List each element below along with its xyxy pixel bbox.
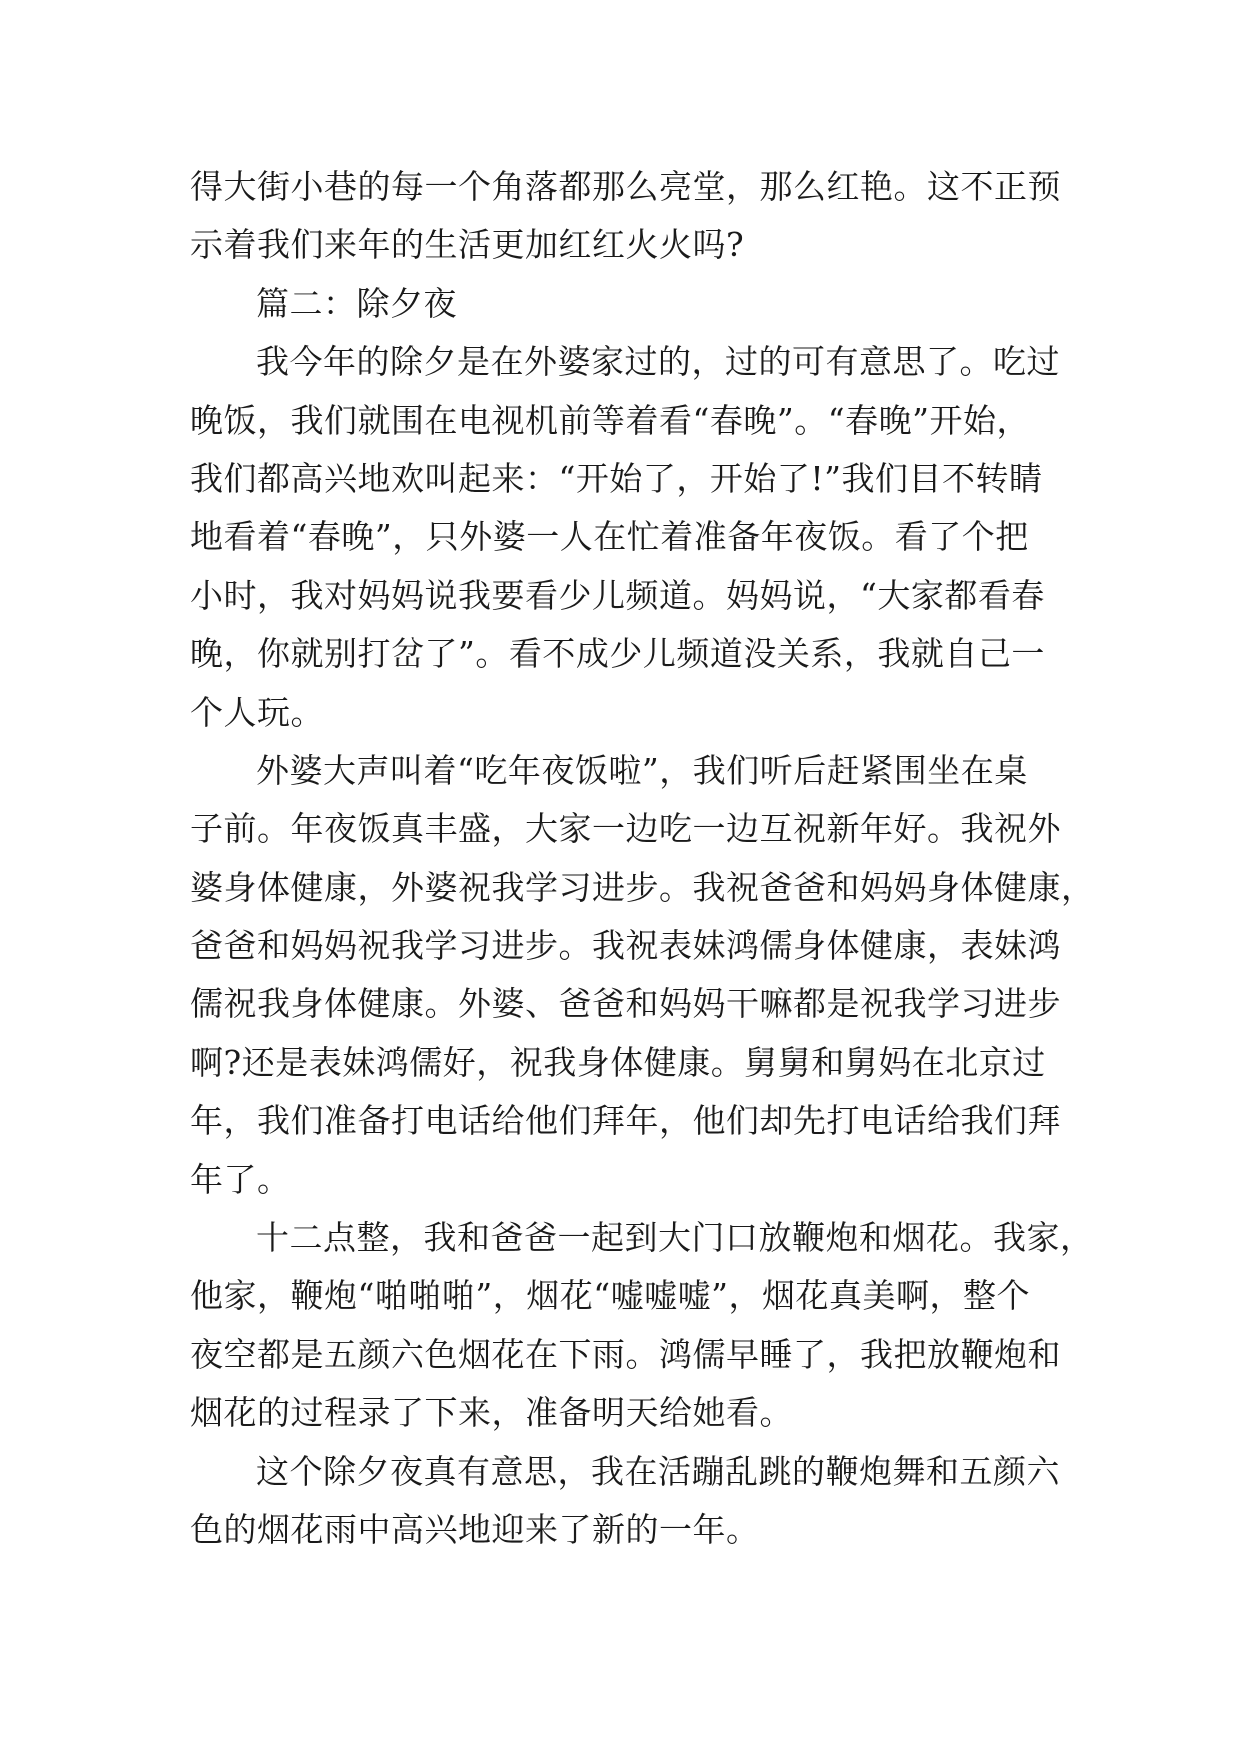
text-line: 年了。 [190, 1159, 291, 1199]
text-line: 晚饭，我们就围在电视机前等着看“春晚”。“春晚”开始， [190, 400, 1030, 440]
text-line: 我们都高兴地欢叫起来：“开始了，开始了!”我们目不转睛 [190, 458, 1043, 498]
text-line: 晚，你就别打岔了”。看不成少儿频道没关系，我就自己一 [190, 634, 1045, 674]
text-line: 子前。年夜饭真丰盛，大家一边吃一边互祝新年好。我祝外 [190, 809, 1061, 849]
text-line: 儒祝我身体健康。外婆、爸爸和妈妈干嘛都是祝我学习进步 [190, 984, 1061, 1024]
text-line: 夜空都是五颜六色烟花在下雨。鸿儒早睡了，我把放鞭炮和 [190, 1334, 1061, 1374]
text-line: 小时，我对妈妈说我要看少儿频道。妈妈说，“大家都看春 [190, 575, 1045, 615]
text-line: 得大街小巷的每一个角落都那么亮堂，那么红艳。这不正预 [190, 167, 1061, 206]
text-line: 婆身体健康，外婆祝我学习进步。我祝爸爸和妈妈身体健康， [190, 867, 1095, 907]
section-heading: 篇二：除夕夜 [256, 283, 457, 323]
text-line: 十二点整，我和爸爸一起到大门口放鞭炮和烟花。我家， [256, 1218, 1094, 1258]
document-body [190, 158, 1095, 1559]
text-line: 外婆大声叫着“吃年夜饭啦”，我们听后赶紧围坐在桌 [256, 750, 1028, 790]
text-line: 个人玩。 [190, 692, 324, 732]
text-line: 他家，鞭炮“啪啪啪”，烟花“嘘嘘嘘”，烟花真美啊，整个 [190, 1276, 1030, 1316]
text-line: 年，我们准备打电话给他们拜年，他们却先打电话给我们拜 [190, 1101, 1061, 1141]
text-line: 示着我们来年的生活更加红红火火吗? [190, 225, 745, 265]
text-line: 爸爸和妈妈祝我学习进步。我祝表妹鸿儒身体健康，表妹鸿 [190, 926, 1061, 966]
text-line: 色的烟花雨中高兴地迎来了新的一年。 [190, 1509, 760, 1549]
text-line: 啊?还是表妹鸿儒好，祝我身体健康。舅舅和舅妈在北京过 [190, 1042, 1046, 1082]
text-line: 我今年的除夕是在外婆家过的，过的可有意思了。吃过 [256, 342, 1060, 382]
text-line: 地看着“春晚”，只外婆一人在忙着准备年夜饭。看了个把 [190, 517, 1029, 557]
text-line: 这个除夕夜真有意思，我在活蹦乱跳的鞭炮舞和五颜六 [256, 1451, 1060, 1491]
text-line: 烟花的过程录了下来，准备明天给她看。 [190, 1393, 793, 1433]
